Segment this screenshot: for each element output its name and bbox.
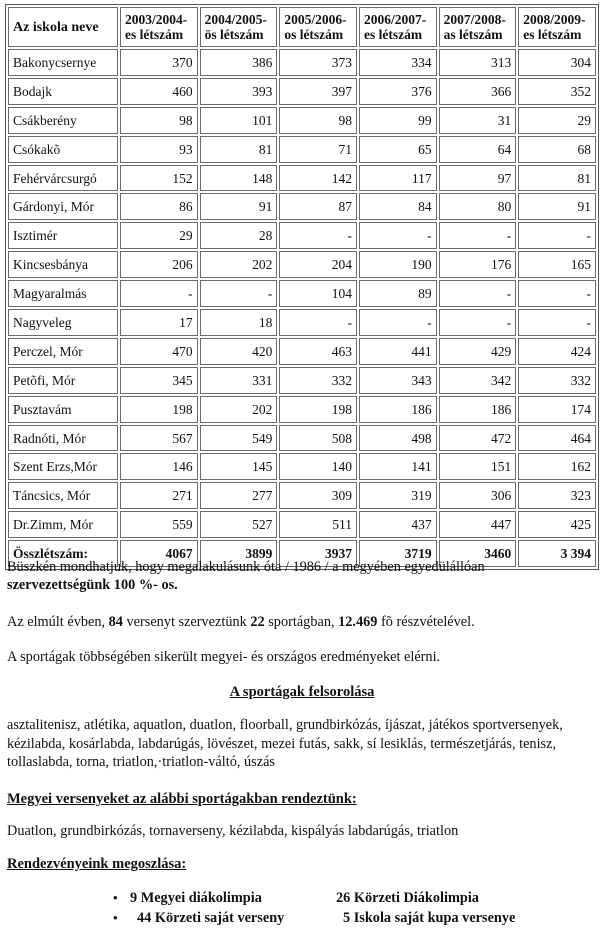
enrollment-cell: 104 [279,280,357,307]
enrollment-cell: 464 [518,425,596,452]
enrollment-cell: 319 [359,482,437,509]
bullet-icon: • [113,910,118,925]
total-cell: 3937 [279,540,357,567]
enrollment-cell: 204 [279,251,357,278]
enrollment-cell: 81 [518,165,596,192]
enrollment-cell: 271 [120,482,198,509]
enrollment-cell: 343 [359,367,437,394]
enrollment-cell: 142 [279,165,357,192]
enrollment-cell: 117 [359,165,437,192]
enrollment-cell: 140 [279,453,357,480]
enrollment-cell: 549 [200,425,278,452]
school-name-cell: Radnóti, Mór [8,425,118,452]
enrollment-cell: 470 [120,338,198,365]
enrollment-cell: 332 [279,367,357,394]
enrollment-cell: 334 [359,49,437,76]
enrollment-cell: 64 [439,136,517,163]
enrollment-cell: 190 [359,251,437,278]
enrollment-cell: 202 [200,251,278,278]
pride-paragraph [7,558,597,594]
enrollment-cell: 29 [120,222,198,249]
table-row [8,165,596,192]
enrollment-cell: 101 [200,107,278,134]
enrollment-cell: 425 [518,511,596,538]
sport-count: 22 [250,614,265,630]
enrollment-cell: 81 [200,136,278,163]
school-name-cell: Dr.Zimm, Mór [8,511,118,538]
enrollment-cell: 277 [200,482,278,509]
column-header: 2007/2008- as létszám [439,7,517,47]
enrollment-cell: 511 [279,511,357,538]
enrollment-cell: 93 [120,136,198,163]
event-left: 9 Megyei diákolimpia [130,890,262,906]
enrollment-cell: 309 [279,482,357,509]
enrollment-cell: 447 [439,511,517,538]
events-heading: Rendezvényeink megoszlása: [7,856,187,872]
enrollment-cell: 151 [439,453,517,480]
list-item [0,888,604,908]
enrollment-cell: 376 [359,78,437,105]
enrollment-cell: 508 [279,425,357,452]
enrollment-cell: 28 [200,222,278,249]
enrollment-cell: 87 [279,193,357,220]
table-row [8,136,596,163]
total-cell: 3460 [439,540,517,567]
enrollment-cell: - [518,222,596,249]
enrollment-cell: 441 [359,338,437,365]
enrollment-cell: 17 [120,309,198,336]
pride-text: Büszkén mondhatjuk, hogy megalakulásunk óta / 1986 / a megyében egyedülállóan [7,559,485,575]
enrollment-cell: 424 [518,338,596,365]
enrollment-cell: 206 [120,251,198,278]
enrollment-cell: 86 [120,193,198,220]
table-row [8,309,596,336]
column-header: 2005/2006- os létszám [279,7,357,47]
enrollment-cell: 386 [200,49,278,76]
enrollment-cell: 162 [518,453,596,480]
school-name-cell: Bakonycsernye [8,49,118,76]
table-row [8,280,596,307]
total-label: Összlétszám: [8,540,118,567]
school-name-cell: Bodajk [8,78,118,105]
enrollment-cell: - [518,309,596,336]
enrollment-cell: - [200,280,278,307]
enrollment-cell: 420 [200,338,278,365]
enrollment-cell: 342 [439,367,517,394]
enrollment-cell: 84 [359,193,437,220]
enrollment-cell: - [359,222,437,249]
column-header: Az iskola neve [8,7,118,47]
list-item [0,908,604,928]
enrollment-cell: 397 [279,78,357,105]
enrollment-cell: 97 [439,165,517,192]
enrollment-cell: 148 [200,165,278,192]
enrollment-cell: 366 [439,78,517,105]
school-name-cell: Táncsics, Mór [8,482,118,509]
enrollment-cell: - [439,309,517,336]
table-row [8,396,596,423]
enrollment-cell: - [279,222,357,249]
enrollment-cell: 463 [279,338,357,365]
table-row [8,482,596,509]
enrollment-cell: 31 [439,107,517,134]
last-year-paragraph [7,613,597,631]
enrollment-cell: 370 [120,49,198,76]
text-fragment: Az elmúlt évben, [7,614,109,630]
enrollment-cell: 65 [359,136,437,163]
enrollment-cell: 174 [518,396,596,423]
column-header: 2008/2009- es létszám [518,7,596,47]
enrollment-cell: 332 [518,367,596,394]
enrollment-cell: 306 [439,482,517,509]
enrollment-cell: 472 [439,425,517,452]
school-name-cell: Magyaralmás [8,280,118,307]
event-left: 44 Körzeti saját verseny [137,910,285,926]
school-name-cell: Gárdonyi, Mór [8,193,118,220]
organization-rate: szervezettségünk 100 %- os. [7,577,178,593]
enrollment-cell: 186 [359,396,437,423]
table-row [8,367,596,394]
table-row [8,78,596,105]
total-cell: 3 394 [518,540,596,567]
enrollment-cell: 437 [359,511,437,538]
school-name-cell: Kincsesbánya [8,251,118,278]
enrollment-cell: 331 [200,367,278,394]
sports-list-heading: A sportágak felsorolása [229,684,375,700]
bullet-icon: • [113,890,118,905]
enrollment-cell: 198 [279,396,357,423]
events-list [0,888,604,928]
total-cell: 4067 [120,540,198,567]
enrollment-cell: 99 [359,107,437,134]
enrollment-cell: 91 [518,193,596,220]
participant-count: 12.469 [338,614,378,630]
school-name-cell: Petõfi, Mór [8,367,118,394]
enrollment-cell: - [359,309,437,336]
enrollment-cell: 146 [120,453,198,480]
enrollment-cell: 186 [439,396,517,423]
enrollment-cell: 313 [439,49,517,76]
enrollment-cell: 527 [200,511,278,538]
enrollment-cell: - [439,222,517,249]
results-paragraph: A sportágak többségében sikerült megyei- és országos eredményeket elérni. [7,649,441,665]
school-name-cell: Csókakõ [8,136,118,163]
column-header: 2006/2007- es létszám [359,7,437,47]
enrollment-cell: 29 [518,107,596,134]
sports-list: asztalitenisz, atlétika, aquatlon, duatlon, floorball, grundbirkózás, íjászat, játékos sportversenyek, kézilabda, kosárlabda, labdarúgás, lövészet, mezei futás, sakk, sí lesiklás, természetjárás, tenisz, tollaslabda, torna, triatlon,·triatlon-váltó, úszás [7,717,563,770]
enrollment-table [5,4,599,570]
text-fragment: fõ részvételével. [377,614,475,630]
enrollment-cell: 498 [359,425,437,452]
event-right: 26 Körzeti Diákolimpia [336,890,479,906]
text-fragment: versenyt szerveztünk [122,614,251,630]
enrollment-cell: 393 [200,78,278,105]
enrollment-cell: 323 [518,482,596,509]
table-row [8,453,596,480]
county-sports-heading: Megyei versenyeket az alábbi sportágakban rendeztünk: [7,791,357,807]
competition-count: 84 [108,614,123,630]
enrollment-cell: 429 [439,338,517,365]
school-name-cell: Pusztavám [8,396,118,423]
school-name-cell: Isztimér [8,222,118,249]
enrollment-cell: 98 [279,107,357,134]
table-row [8,338,596,365]
total-cell: 3899 [200,540,278,567]
enrollment-cell: 98 [120,107,198,134]
enrollment-cell: 80 [439,193,517,220]
enrollment-cell: 460 [120,78,198,105]
text-fragment: sportágban, [264,614,339,630]
event-right: 5 Iskola saját kupa versenye [343,910,516,926]
table-row [8,107,596,134]
enrollment-cell: 202 [200,396,278,423]
enrollment-cell: 198 [120,396,198,423]
table-row [8,222,596,249]
enrollment-cell: 304 [518,49,596,76]
table-body [8,49,596,567]
school-name-cell: Csákberény [8,107,118,134]
enrollment-cell: 345 [120,367,198,394]
enrollment-cell: 567 [120,425,198,452]
column-header: 2003/2004- es létszám [120,7,198,47]
table-row [8,511,596,538]
school-name-cell: Nagyveleg [8,309,118,336]
enrollment-cell: 89 [359,280,437,307]
enrollment-cell: 152 [120,165,198,192]
total-cell: 3719 [359,540,437,567]
enrollment-cell: 18 [200,309,278,336]
table-header-row [8,7,596,47]
enrollment-cell: 352 [518,78,596,105]
enrollment-cell: 68 [518,136,596,163]
school-name-cell: Szent Erzs,Mór [8,453,118,480]
table-row [8,251,596,278]
enrollment-cell: 71 [279,136,357,163]
enrollment-cell: - [439,280,517,307]
enrollment-cell: 165 [518,251,596,278]
enrollment-cell: 91 [200,193,278,220]
table-row [8,425,596,452]
enrollment-cell: 145 [200,453,278,480]
enrollment-cell: - [518,280,596,307]
enrollment-cell: 141 [359,453,437,480]
enrollment-cell: - [120,280,198,307]
school-name-cell: Fehérvárcsurgó [8,165,118,192]
column-header: 2004/2005- ös létszám [200,7,278,47]
school-name-cell: Perczel, Mór [8,338,118,365]
enrollment-cell: 176 [439,251,517,278]
table-row [8,193,596,220]
enrollment-cell: 373 [279,49,357,76]
county-sports-list: Duatlon, grundbirkózás, tornaverseny, kézilabda, kispályás labdarúgás, triatlon [7,823,459,839]
table-row [8,49,596,76]
enrollment-cell: 559 [120,511,198,538]
enrollment-cell: - [279,309,357,336]
